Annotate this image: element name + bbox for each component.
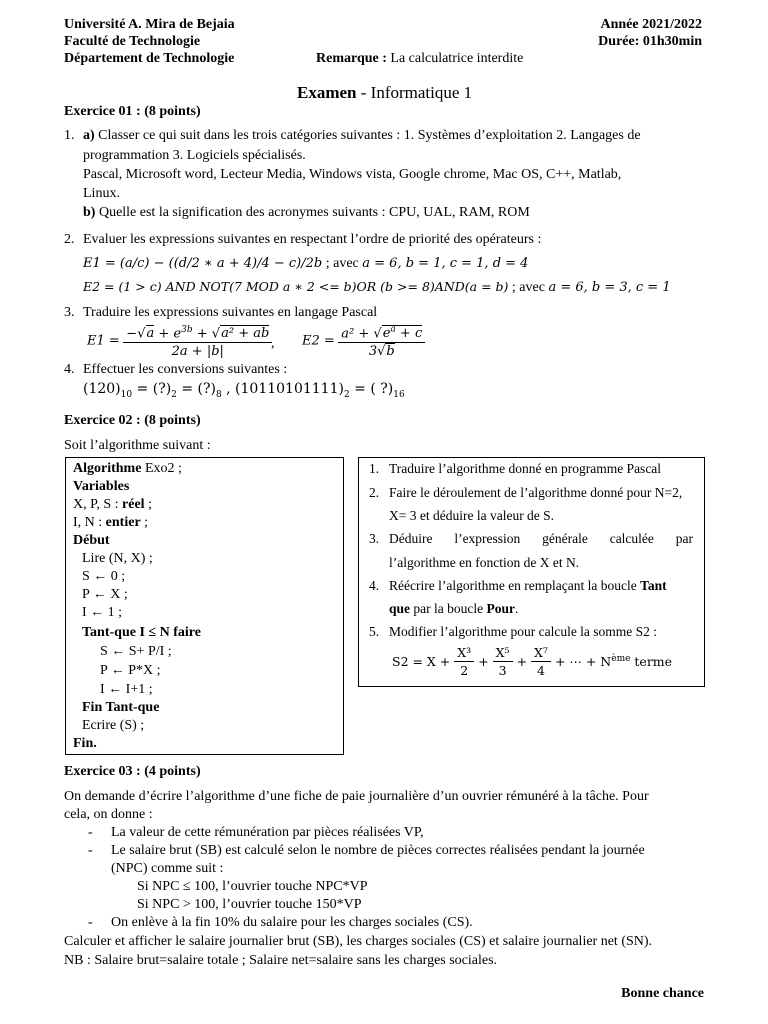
base-2b: 2 — [343, 389, 350, 400]
q2-text-a: Faire le déroulement de l’algorithme donné pour N=2, — [389, 485, 683, 500]
sqrt-b: b — [386, 344, 395, 360]
q5-text: Modifier l’algorithme pour calcule la somme S2 : — [389, 624, 658, 639]
base-8: 8 — [215, 389, 222, 400]
q3-number: 3. — [369, 531, 380, 546]
ex1-q3-e2 — [302, 322, 425, 360]
ex1-q2-e2-expr: E2 = (1 > c) AND NOT(7 MOD a ∗ 2 <= b)OR (b >= 8)AND(a = b) — [83, 279, 509, 294]
q2-number: 2. — [369, 485, 380, 500]
conv-eq2: = (?) — [176, 381, 216, 397]
ex1-q2-e2 — [83, 279, 671, 296]
base-16: 16 — [393, 389, 405, 400]
department-name: Département de Technologie — [64, 51, 235, 66]
q4-text-b — [389, 601, 518, 617]
ex3-condition-1: Si NPC ≤ 100, l’ouvrier touche NPC*VP — [137, 879, 368, 894]
ex3-para-3: Calculer et afficher le salaire journalier brut (SB), les charges sociales (CS) et salaire journalier net (SN). — [64, 934, 653, 949]
s2-end: terme — [630, 654, 673, 670]
algo-line-3 — [73, 497, 152, 513]
bullet-dash-3: - — [88, 915, 93, 930]
q5-number: 5. — [369, 624, 380, 639]
algo-line-12: P ← P*X ; — [100, 663, 161, 678]
a-squared-plus: a² + — [341, 326, 370, 342]
closing-wish: Bonne chance — [621, 986, 704, 1001]
ex3-bullet-2b: (NPC) comme suit : — [111, 861, 224, 876]
conv-binary: , (10110101111) — [221, 381, 344, 397]
algo-line-1 — [73, 461, 182, 477]
s2-f3-den: 4 — [537, 663, 545, 678]
ex1-q3-e2-label: E2 = — [302, 333, 335, 349]
e-base: e — [382, 326, 391, 342]
ex1-q1a-text1: Classer ce qui suit dans les trois catégories suivantes : 1. Systèmes d’exploitation 2. Langages de — [98, 128, 641, 143]
s2-superscript: ème — [611, 653, 631, 664]
q2-text-b: X= 3 et déduire la valeur de S. — [389, 508, 555, 523]
ex1-q1a-text2: programmation 3. Logiciels spécialisés. — [83, 148, 306, 163]
ex1-q1-number: 1. — [64, 128, 75, 143]
faculty-name: Faculté de Technologie — [64, 34, 201, 49]
s2-f1-den: 2 — [460, 663, 469, 678]
algo-line-7: S ← 0 ; — [82, 569, 126, 584]
ex1-q1a-line1 — [83, 128, 641, 144]
ex1-q2-e2-with: ; avec — [511, 280, 545, 295]
algo-line-9: I ← 1 ; — [82, 605, 123, 620]
algo-name: Exo2 ; — [141, 461, 182, 476]
ex1-q4-text: Effectuer les conversions suivantes : — [83, 362, 288, 377]
ex1-q3-comma: , — [271, 336, 275, 351]
exam-title-main: Examen — [297, 83, 357, 102]
bullet-dash-2: - — [88, 843, 93, 858]
algo-line-8: P ← X ; — [82, 587, 128, 602]
algo-line-10: Tant-que I ≤ N faire — [82, 625, 201, 640]
kw-algorithme: Algorithme — [73, 461, 142, 476]
ex1-title: Exercice 01 : (8 points) — [64, 104, 201, 119]
remark-text: La calculatrice interdite — [390, 51, 524, 66]
vars-real: X, P, S : — [73, 497, 123, 512]
s2-f1-num: X³ — [454, 644, 474, 662]
ex1-q1a-list1: Pascal, Microsoft word, Lecteur Media, Windows vista, Google chrome, Mac OS, C++, Matlab, — [83, 167, 622, 182]
s2-formula — [392, 644, 672, 679]
ex1-q2-e1-expr: E1 = (a/c) − ((d/2 ∗ a + 4)/4 − c)/2b — [83, 256, 323, 271]
algo-line-11: S ← S+ P/I ; — [100, 644, 172, 659]
q4-text-a — [389, 578, 667, 594]
period: . — [514, 601, 519, 616]
ex1-q2-e1-with: ; avec — [325, 256, 359, 271]
kw-entier: entier — [105, 515, 141, 530]
s2-plus-1: + — [478, 654, 489, 669]
ex3-bullet-2a: Le salaire brut (SB) est calculé selon le nombre de pièces correctes réalisées pendant la journée — [111, 843, 645, 858]
kw-que: que — [389, 601, 411, 616]
s2-fraction-2 — [493, 644, 513, 679]
ex1-q3-text: Traduire les expressions suivantes en langage Pascal — [83, 305, 378, 320]
ex2-intro: Soit l’algorithme suivant : — [64, 438, 211, 453]
algo-line-13: I ← I+1 ; — [100, 682, 153, 697]
semicolon: ; — [140, 515, 149, 530]
ex1-q3-e2-denominator: 3√b — [368, 344, 395, 360]
semicolon: ; — [144, 497, 152, 512]
ex1-q2-e1 — [83, 256, 528, 272]
exponent-a: a — [390, 325, 396, 335]
algo-line-5: Début — [73, 533, 110, 548]
ex1-q1b-label: b) — [83, 205, 96, 220]
algo-line-2: Variables — [73, 479, 130, 494]
ex1-q2-number: 2. — [64, 232, 75, 247]
ex1-q4-number: 4. — [64, 362, 75, 377]
q4-number: 4. — [369, 578, 380, 593]
university-name: Université A. Mira de Bejaia — [64, 17, 235, 32]
kw-reel: réel — [122, 497, 145, 512]
q1-text: Traduire l’algorithme donné en programme Pascal — [389, 461, 662, 476]
sqrt-a2-ab: a² + ab — [221, 326, 270, 342]
ex1-q2-e1-values: a = 6, b = 1, c = 1, d = 4 — [362, 256, 529, 271]
q3-text-a: Déduire l’expression générale calculée par — [389, 531, 693, 546]
algo-line-15: Ecrire (S) ; — [82, 718, 145, 733]
conv-eq1: = (?) — [132, 381, 172, 397]
exam-duration: Durée: 01h30min — [598, 34, 702, 49]
algo-line-14: Fin Tant-que — [82, 700, 160, 715]
s2-tail — [555, 654, 672, 669]
q4-text-mid: par la boucle — [410, 601, 487, 616]
ex2-questions-box — [358, 457, 705, 687]
base-2: 2 — [171, 389, 177, 400]
remark-label: Remarque : — [316, 51, 387, 66]
plus-c: + c — [395, 326, 423, 342]
ex3-para-1: On demande d’écrire l’algorithme d’une fiche de paie journalière d’un ouvrier rémunéré à la tâche. Pour — [64, 789, 649, 804]
algo-line-16: Fin. — [73, 736, 97, 751]
ex1-q2-text: Evaluer les expressions suivantes en respectant l’ordre de priorité des opérateurs : — [83, 232, 542, 247]
ex3-title: Exercice 03 : (4 points) — [64, 764, 201, 779]
ex3-condition-2: Si NPC > 100, l’ouvrier touche 150*VP — [137, 897, 362, 912]
s2-fraction-1 — [454, 644, 474, 679]
s2-f2-num: X⁵ — [493, 644, 513, 662]
academic-year: Année 2021/2022 — [600, 17, 702, 32]
ex1-q2-e2-values: a = 6, b = 3, c = 1 — [548, 280, 671, 295]
algo-line-4 — [73, 515, 148, 531]
minus-sign: − — [126, 326, 138, 342]
three: 3 — [368, 344, 378, 360]
s2-lhs: S2 = X + — [392, 654, 451, 669]
kw-pour: Pour — [486, 601, 515, 616]
sqrt-a: a — [146, 326, 155, 342]
s2-f2-den: 3 — [498, 663, 507, 678]
exam-title — [297, 83, 472, 103]
q1-number: 1. — [369, 461, 380, 476]
ex2-title: Exercice 02 : (8 points) — [64, 413, 201, 428]
s2-tail-text: + ⋯ + N — [554, 654, 612, 670]
ex1-q3-e1-denominator: 2a + |b| — [171, 344, 224, 360]
conv-eq3: = ( ?) — [349, 381, 394, 397]
sqrt-ea-c — [382, 325, 423, 341]
ex1-q1a-list2: Linux. — [83, 186, 120, 201]
ex3-para-4: NB : Salaire brut=salaire totale ; Salaire net=salaire sans les charges sociales. — [64, 953, 498, 968]
ex1-q3-e1 — [87, 322, 272, 360]
ex1-q3-e2-numerator: $a^2 + √e^a + c$ — [338, 322, 425, 343]
remark — [316, 51, 523, 67]
algo-line-6: Lire (N, X) ; — [82, 551, 153, 566]
ex1-q3-number: 3. — [64, 305, 75, 320]
conv-120: (120) — [83, 381, 121, 397]
q3-text-b: l’algorithme en fonction de X et N. — [389, 555, 580, 570]
base-10: 10 — [120, 389, 133, 400]
ex1-q4-conversions — [83, 381, 405, 400]
ex1-q3-e1-label: E1 = — [87, 333, 120, 349]
ex3-para-2: cela, on donne : — [64, 807, 153, 822]
ex1-q3-e1-numerator: $-√a + e^{3b} + √a^2$ + ab — [123, 322, 272, 343]
s2-fraction-3 — [531, 644, 551, 679]
ex1-q3-e1-fraction — [123, 322, 272, 360]
s2-plus-2: + — [516, 654, 528, 669]
plus-e: + e — [158, 326, 182, 342]
algorithm-box — [65, 457, 344, 755]
ex1-q1b — [83, 205, 530, 221]
ex1-q1b-text: Quelle est la signification des acronymes suivants : CPU, UAL, RAM, ROM — [98, 205, 530, 220]
exam-title-sub: - Informatique 1 — [360, 83, 473, 102]
vars-int: I, N : — [73, 515, 106, 530]
ex1-q3-e2-fraction — [338, 322, 425, 360]
ex3-bullet-1: La valeur de cette rémunération par pièces réalisées VP, — [111, 825, 424, 840]
kw-tant: Tant — [640, 578, 667, 593]
ex3-bullet-3: On enlève à la fin 10% du salaire pour les charges sociales (CS). — [111, 915, 473, 930]
ex1-q1a-label: a) — [83, 128, 95, 143]
s2-f3-num: X⁷ — [531, 644, 551, 662]
exponent-3b: 3b — [181, 325, 193, 335]
bullet-dash-1: - — [88, 825, 93, 840]
q4-text-start: Réécrire l’algorithme en remplaçant la boucle — [389, 578, 641, 593]
plus-sign: + — [196, 326, 208, 342]
